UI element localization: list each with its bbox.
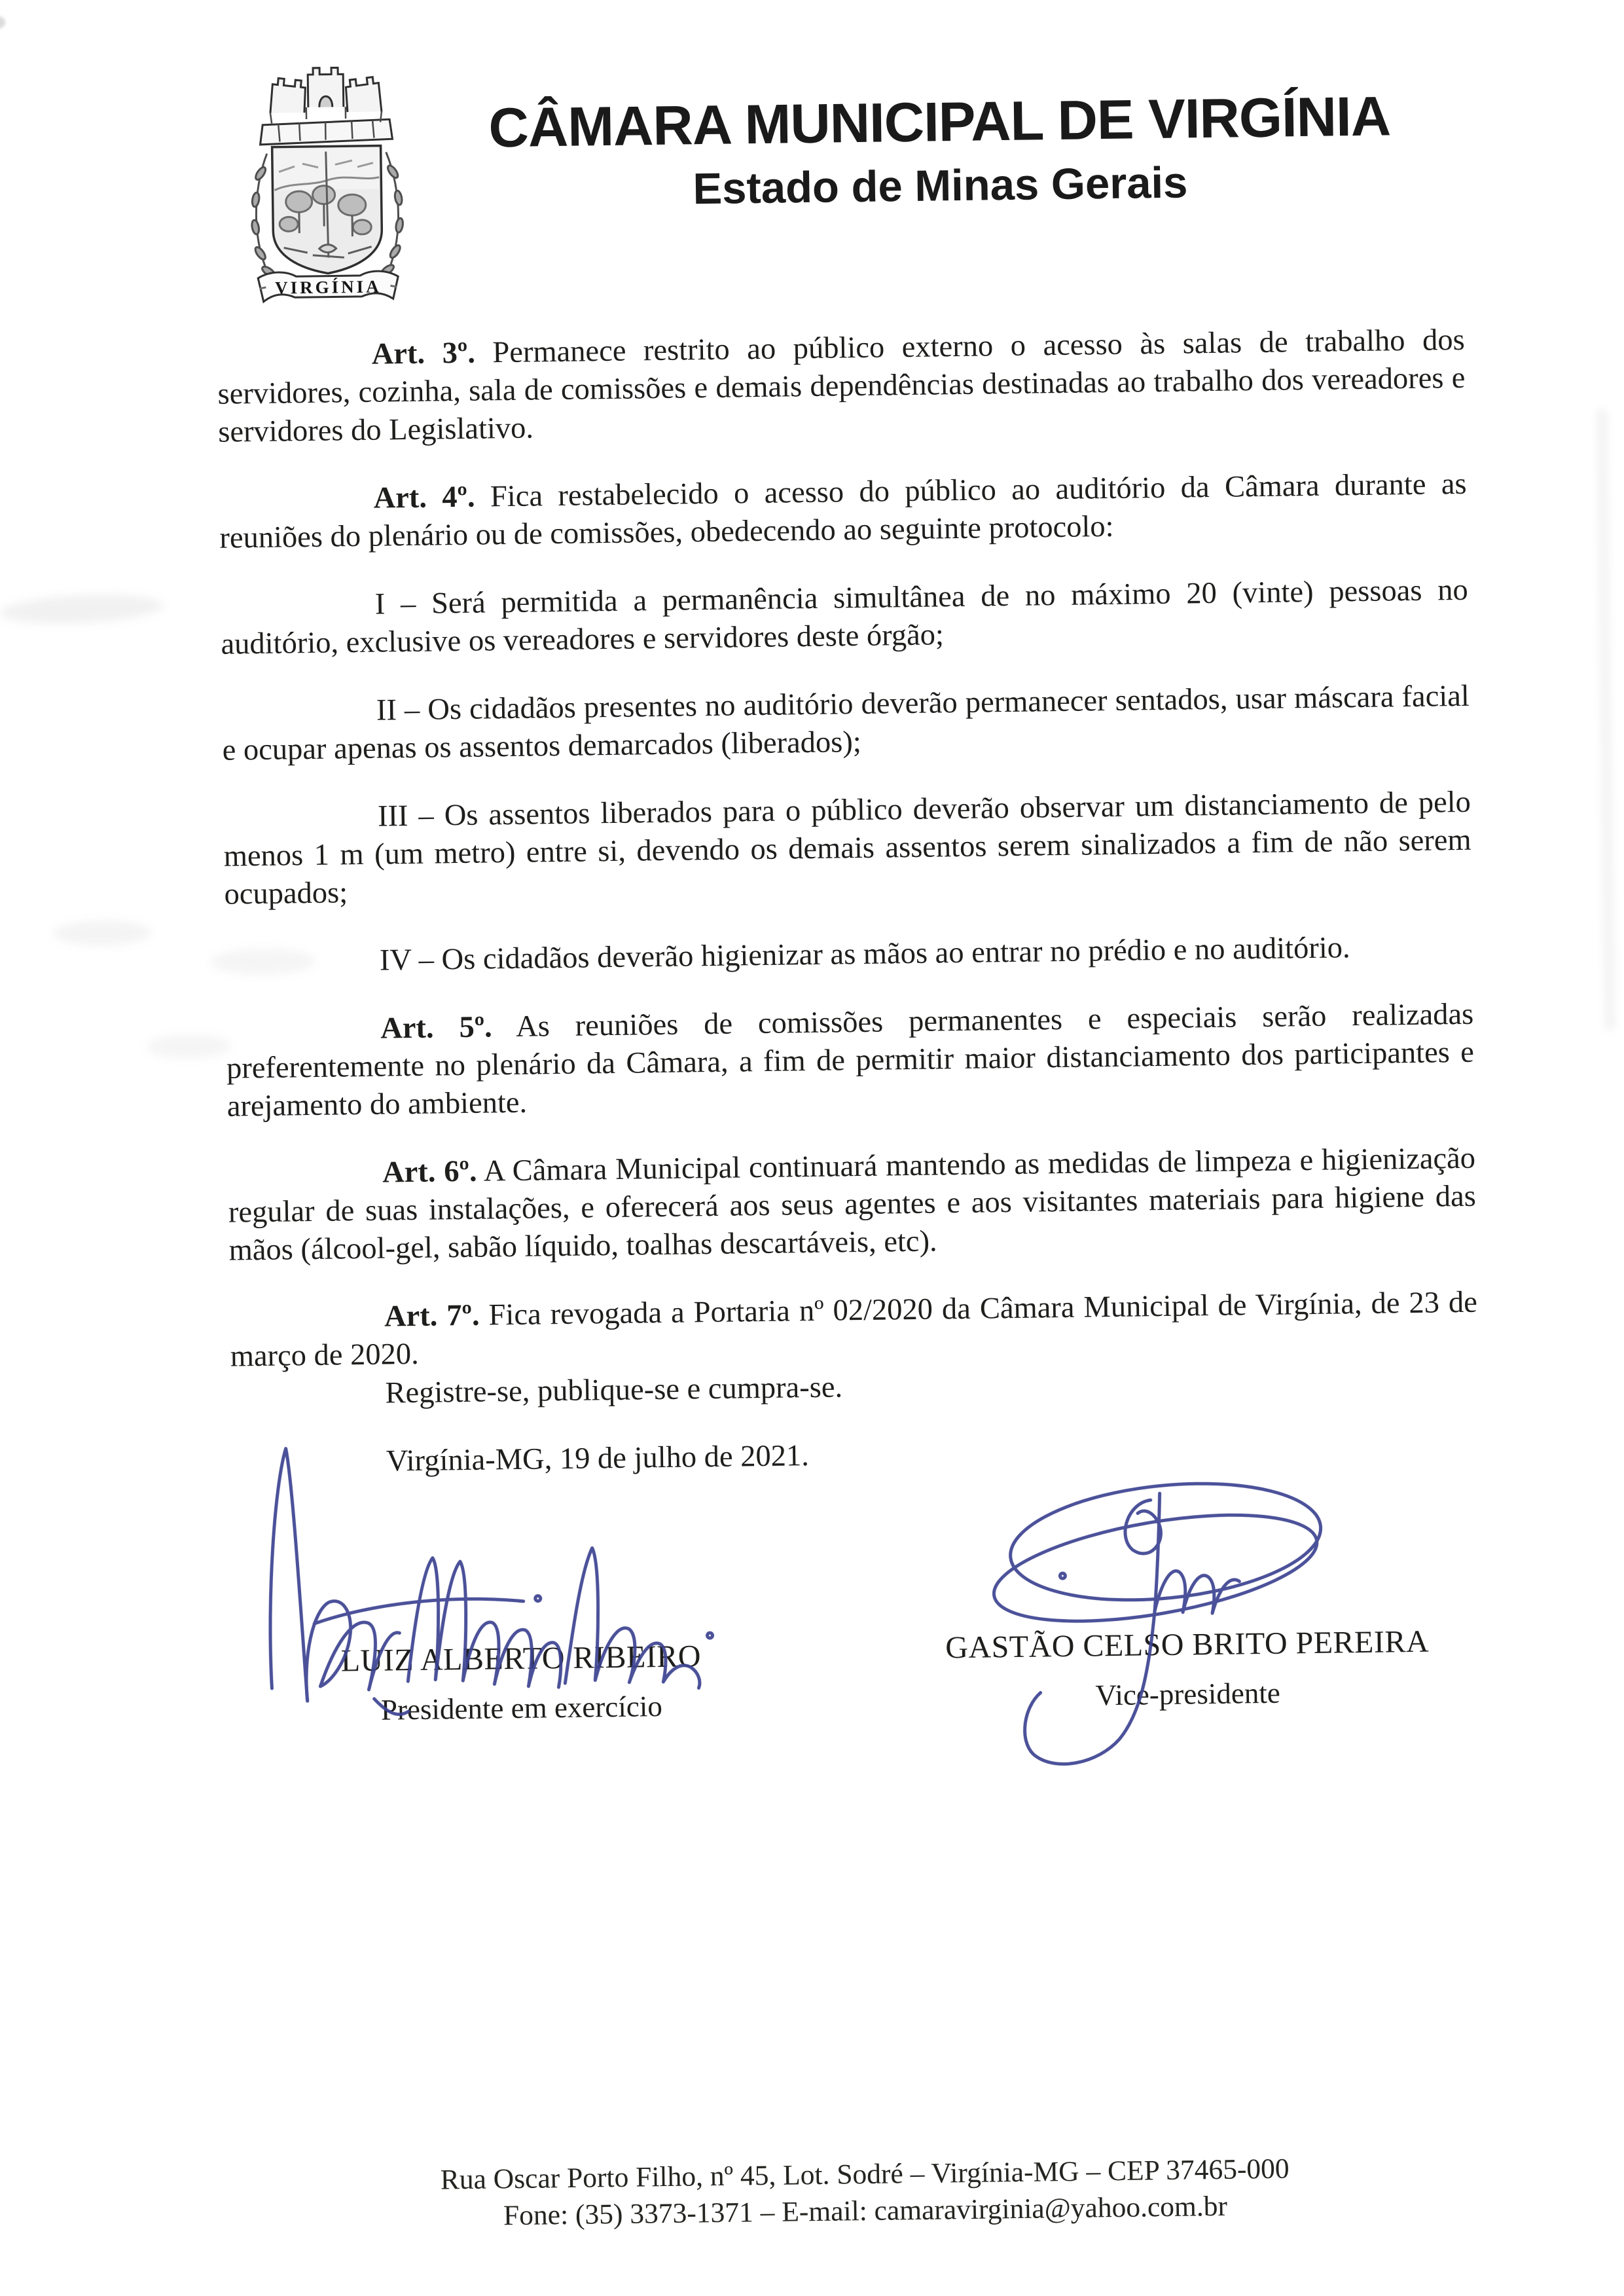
paragraph-lead: Art. 6º. [382, 1154, 477, 1190]
body-paragraph [228, 1140, 1477, 1270]
page-footer [210, 2147, 1520, 2238]
paragraph-text: Fica restabelecido o acesso do público ao auditório da Câmara durante as reuniões do plenário ou de comissões, obedecendo ao seguinte protocolo: [219, 467, 1467, 555]
paragraph-text: Os cidadãos deverão higienizar as mãos ao entrar no prédio e no auditório. [441, 931, 1350, 977]
footer-contact-line: Fone: (35) 3373-1371 – E-mail: camaravirginia@yahoo.com.br [503, 2190, 1228, 2232]
place-date-line: Virgínia-MG, 19 de julho de 2021. [386, 1439, 810, 1478]
body-paragraph [226, 996, 1475, 1126]
document-body [217, 321, 1478, 1406]
paragraph-text: As reuniões de comissões permanentes e especiais serão realizadas preferentemente no plenário da Câmara, a fim de permitir maior distanciamento dos participantes e arejamento do ambiente. [226, 997, 1475, 1123]
body-paragraph [219, 465, 1467, 558]
closing-order-line: Registre-se, publique-se e cumpra-se. [385, 1370, 843, 1410]
paragraph-text: Permanece restrito ao público externo o acesso às salas de trabalho dos servidores, cozinha, sala de comissões e demais dependências destinadas ao trabalho dos vereadores e servidores do Legislativo. [217, 323, 1466, 449]
signature-name: LUIZ ALBERTO RIBEIRO [340, 1639, 702, 1679]
closing-block [230, 1360, 1480, 1513]
paragraph-text: Os cidadãos presentes no auditório deverão permanecer sentados, usar máscara facial e ocupar apenas os assentos demarcados (liberados); [222, 679, 1470, 767]
paragraph-text: A Câmara Municipal continuará mantendo as medidas de limpeza e higienização regular de suas instalações, e oferecerá aos seus agentes e aos visitantes materiais para higiene das mãos (álcool-gel, sabão líquido, toalhas descartáveis, etc). [228, 1141, 1477, 1267]
paragraph-lead: I – [374, 587, 416, 621]
signature-block-president [282, 1637, 761, 1728]
paragraph-lead: Art. 4º. [373, 480, 475, 515]
scan-smudge [53, 920, 151, 946]
paragraph-lead: Art. 3º. [371, 336, 476, 371]
signature-name: GASTÃO CELSO BRITO PEREIRA [945, 1624, 1430, 1666]
paragraph-lead: II – [376, 693, 420, 727]
page-subtitle: Estado de Minas Gerais [693, 158, 1188, 214]
coat-of-arms [244, 60, 410, 311]
body-paragraph [217, 321, 1466, 452]
crest-banner-text: VIRGÍNIA [274, 276, 382, 298]
scan-smudge [0, 16, 5, 29]
paragraph-lead: Art. 7º. [384, 1298, 480, 1334]
paragraph-text: Os assentos liberados para o público deverão observar um distanciamento de pelo menos 1 m (um metro) entre si, devendo os demais assentos serem sinalizados a fim de não serem ocupados; [223, 785, 1471, 911]
shield [272, 145, 383, 274]
paragraph-text: Fica revogada a Portaria nº 02/2020 da Câmara Municipal de Virgínia, de 23 de março de 2020. [230, 1285, 1478, 1374]
crest-banner [258, 271, 399, 302]
header-titles [488, 85, 1392, 217]
paragraph-lead: Art. 5º. [380, 1010, 493, 1046]
crown [259, 67, 393, 145]
page-title: CÂMARA MUNICIPAL DE VIRGÍNIA [488, 85, 1391, 160]
body-paragraph [225, 928, 1473, 982]
body-paragraph [220, 572, 1468, 664]
paragraph-text: Será permitida a permanência simultânea de no máximo 20 (vinte) pessoas no auditório, exclusive os vereadores e servidores deste órgão; [221, 573, 1468, 661]
signature-role: Presidente em exercício [380, 1690, 663, 1726]
paragraph-lead: IV – [379, 943, 435, 977]
signature-ink-right [985, 1470, 1328, 1765]
paragraph-lead: III – [377, 799, 435, 833]
scan-smudge [146, 1034, 231, 1059]
signature-role: Vice-presidente [1095, 1676, 1281, 1712]
signature-block-vice-president [922, 1623, 1453, 1715]
scan-smudge [0, 592, 164, 627]
scan-smudge [1596, 409, 1615, 1030]
body-paragraph [223, 784, 1472, 914]
footer-address-line: Rua Oscar Porto Filho, nº 45, Lot. Sodré – Virgínia-MG – CEP 37465-000 [440, 2153, 1290, 2196]
body-paragraph [222, 678, 1470, 770]
